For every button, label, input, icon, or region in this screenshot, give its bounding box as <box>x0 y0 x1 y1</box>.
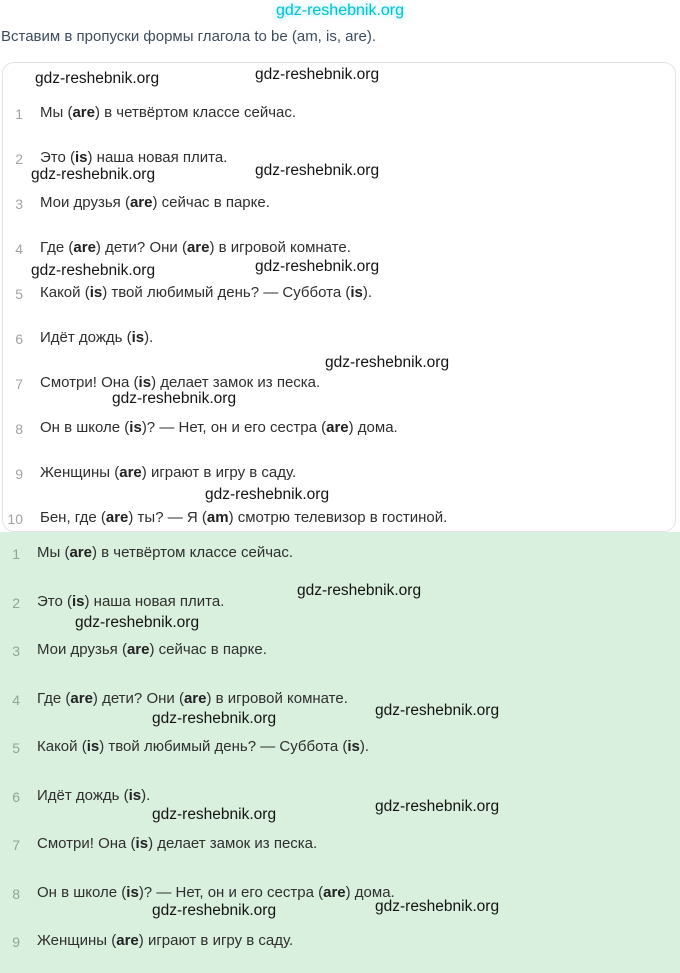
list-item <box>0 641 680 660</box>
list-item <box>3 284 675 303</box>
item-number: 6 <box>12 788 20 805</box>
item-number: 3 <box>15 196 23 212</box>
item-number: 7 <box>15 376 23 392</box>
list-item <box>3 509 675 528</box>
item-number: 9 <box>12 934 20 950</box>
site-watermark: gdz-reshebnik.org <box>75 614 200 631</box>
site-watermark: gdz-reshebnik.org <box>375 798 500 815</box>
item-text: Это (is) наша новая плита. <box>40 149 228 166</box>
item-number: 8 <box>12 885 20 902</box>
item-number: 7 <box>12 837 20 853</box>
item-number: 2 <box>12 594 20 611</box>
item-number: 1 <box>15 106 23 122</box>
item-text: Мы (are) в четвёртом классе сейчас. <box>37 544 294 561</box>
list-item <box>0 787 680 806</box>
list-item <box>0 544 680 563</box>
item-text: Он в школе (is)? — Нет, он и его сестра (are) дома. <box>40 419 398 436</box>
site-watermark: gdz-reshebnik.org <box>152 710 277 727</box>
item-text: Где (are) дети? Они (are) в игровой комнате. <box>40 239 351 256</box>
site-watermark: gdz-reshebnik.org <box>112 390 237 407</box>
item-number: 5 <box>12 740 20 756</box>
list-item <box>3 419 675 438</box>
list-item <box>0 738 680 757</box>
item-number: 8 <box>15 421 23 437</box>
list-item <box>0 932 680 951</box>
list-item <box>0 884 680 903</box>
site-watermark: gdz-reshebnik.org <box>31 262 156 279</box>
site-watermark: gdz-reshebnik.org <box>152 806 277 823</box>
item-text: Смотри! Она (is) делает замок из песка. <box>40 374 321 391</box>
site-watermark: gdz-reshebnik.org <box>205 486 330 503</box>
item-text: Женщины (are) играют в игру в саду. <box>40 464 297 481</box>
item-number: 9 <box>15 466 23 482</box>
site-watermark: gdz-reshebnik.org <box>325 354 450 371</box>
item-text: Он в школе (is)? — Нет, он и его сестра (are) дома. <box>37 883 395 901</box>
list-item <box>3 239 675 258</box>
list-item <box>3 374 675 393</box>
site-watermark-header: gdz-reshebnik.org <box>275 2 405 19</box>
item-number: 4 <box>15 241 23 257</box>
site-watermark: gdz-reshebnik.org <box>375 898 500 915</box>
list-item <box>3 194 675 213</box>
item-text: Бен, где (are) ты? — Я (am) смотрю телевизор в гостиной. <box>40 509 448 526</box>
exercise-card <box>2 62 676 532</box>
list-item <box>3 464 675 483</box>
site-watermark: gdz-reshebnik.org <box>255 162 380 179</box>
item-text: Женщины (are) играют в игру в саду. <box>37 932 294 949</box>
item-text: Мы (are) в четвёртом классе сейчас. <box>40 104 297 121</box>
item-text: Какой (is) твой любимый день? — Суббота (is). <box>37 738 370 755</box>
item-text: Где (are) дети? Они (are) в игровой комнате. <box>37 689 348 707</box>
item-text: Какой (is) твой любимый день? — Суббота (is). <box>40 284 373 301</box>
item-number: 6 <box>15 331 23 347</box>
site-watermark: gdz-reshebnik.org <box>255 258 380 275</box>
list-item <box>3 104 675 123</box>
list-item <box>0 835 680 854</box>
item-number: 10 <box>7 511 23 527</box>
item-number: 5 <box>15 286 23 302</box>
item-text: Идёт дождь (is). <box>40 329 154 346</box>
list-item <box>0 690 680 709</box>
site-watermark: gdz-reshebnik.org <box>375 702 500 719</box>
site-watermark: gdz-reshebnik.org <box>297 582 422 599</box>
site-watermark: gdz-reshebnik.org <box>255 66 380 83</box>
item-number: 1 <box>12 546 20 562</box>
site-watermark: gdz-reshebnik.org <box>35 70 160 87</box>
item-text: Смотри! Она (is) делает замок из песка. <box>37 835 318 852</box>
list-item <box>3 329 675 348</box>
item-text: Это (is) наша новая плита. <box>37 592 225 610</box>
site-watermark: gdz-reshebnik.org <box>31 166 156 183</box>
item-text: Мои друзья (are) сейчас в парке. <box>37 641 267 658</box>
item-number: 3 <box>12 643 20 659</box>
item-text: Идёт дождь (is). <box>37 786 151 804</box>
task-instruction: Вставим в пропуски формы глагола to be (am, is, are). <box>1 28 377 45</box>
site-watermark: gdz-reshebnik.org <box>152 902 277 919</box>
item-text: Мои друзья (are) сейчас в парке. <box>40 194 270 211</box>
item-number: 4 <box>12 691 20 708</box>
item-number: 2 <box>15 151 23 167</box>
